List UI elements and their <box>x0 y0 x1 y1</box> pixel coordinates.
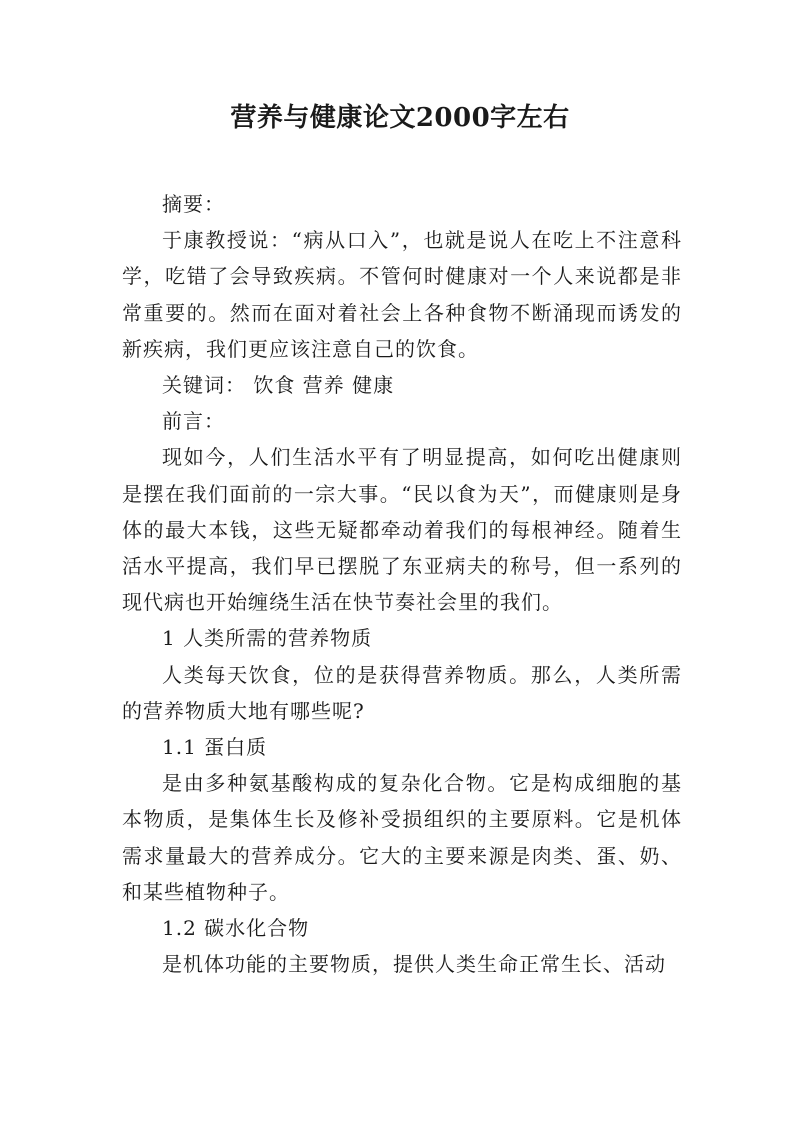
section-1-heading: 1 人类所需的营养物质 <box>162 626 373 651</box>
abstract-heading: 摘要： <box>162 192 225 216</box>
document-title: 营养与健康论文2000字左右 <box>230 103 570 133</box>
section-1-2-paragraph: 是机体功能的主要物质，提供人类生命正常生长、活动 <box>162 952 666 977</box>
preface-paragraph: 现如今，人们生活水平有了明显提高，如何吃出健康则是摆在我们面前的一宗大事。“民以食为天”，而健康则是身体的最大本钱，这些无疑都牵动着我们的每根神经。随着生活水平提高，我们早已摆脱了东亚病夫的称号，但一系列的现代病也开始缠绕生活在快节奏社会里的我们。 <box>122 445 682 615</box>
preface-heading: 前言： <box>162 409 225 434</box>
section-1-1-heading: 1.1 蛋白质 <box>162 735 268 760</box>
keywords-line: 关键词： 饮食 营养 健康 <box>162 373 395 398</box>
section-1-1-paragraph: 是由多种氨基酸构成的复杂化合物。它是构成细胞的基本物质，是集体生长及修补受损组织的主要原料。它是机体需求量最大的营养成分。它大的主要来源是肉类、蛋、奶、和某些植物种子。 <box>122 771 682 904</box>
document-body <box>122 186 682 982</box>
section-1-paragraph: 人类每天饮食，位的是获得营养物质。那么，人类所需的营养物质大地有哪些呢? <box>122 662 682 723</box>
section-1-2-heading: 1.2 碳水化合物 <box>162 916 310 941</box>
abstract-paragraph: 于康教授说：“病从口入”，也就是说人在吃上不注意科学，吃错了会导致疾病。不管何时健康对一个人来说都是非常重要的。然而在面对着社会上各种食物不断涌现而诱发的新疾病，我们更应该注意自己的饮食。 <box>122 228 682 361</box>
